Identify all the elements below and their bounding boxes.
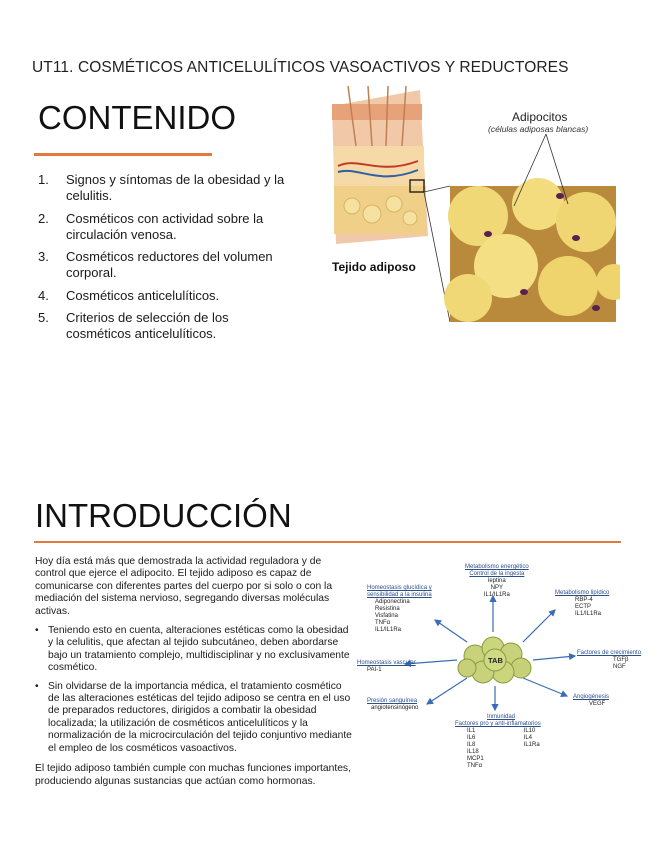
adipocytes-closeup [444, 178, 620, 322]
angiogenesis-label: Angiogénesis VEGF [573, 694, 610, 707]
document-title: UT11. COSMÉTICOS ANTICELULÍTICOS VASOACTIVOS Y REDUCTORES [32, 59, 569, 76]
intro-bullet-list [35, 625, 353, 755]
contents-heading: CONTENIDO [38, 99, 236, 136]
adipocytes-sublabel: (células adiposas blancas) [488, 124, 589, 134]
adipose-tissue-illustration [328, 86, 620, 330]
contents-divider [34, 153, 212, 156]
tab-center-label: TAB [488, 656, 503, 665]
vascular-homeostasis-label: Homeostasis vascular PAI-1 [357, 660, 416, 673]
growth-factors-label: Factores de crecimiento TGFβ NGF [577, 650, 642, 670]
list-item: 5. Criterios de selección de los cosméticos anticelulíticos. [38, 310, 229, 341]
lipid-metabolism-label: Metabolismo lipídico RBP-4 ECTP IL1/IL1Ra [555, 590, 610, 617]
tab-functions-diagram [355, 556, 642, 788]
introduction-divider [34, 541, 621, 543]
adipose-tissue-label: Tejido adiposo [332, 260, 416, 274]
introduction-body [35, 556, 353, 795]
adipose-tissue-svg [328, 86, 620, 330]
list-item: • Teniendo esto en cuenta, alteraciones estéticas como la obesidad y la celulitis, que afectan al tejido subcutáneo, deben abordarse bajo un tratamiento complejo, multidisciplinar y no exclusivamente cosmético. [35, 625, 350, 674]
metabolism-energy-label: Metabolismo energético Control de la ingesta leptina NPY IL1/IL1Ra [465, 564, 529, 598]
blood-pressure-label: Presión sanguínea angiotensinógeno [367, 698, 419, 711]
immunity-label: Inmunidad Factores pro y anti-inflamatorios IL1 IL6 IL8 IL18 MCP1 TNFα IL10 IL4 IL1Ra [455, 714, 541, 769]
contents-list [38, 172, 293, 349]
introduction-heading: INTRODUCCIÓN [35, 497, 292, 534]
intro-paragraph-1: Hoy día está más que demostrada la actividad reguladora y de control que ejerce el adipocito. El tejido adiposo es capaz de comunicarse con diferentes partes del cuerpo por si solo o con la mediación del sistema nervioso, segregando diversas moléculas activas. [35, 556, 333, 617]
skin-cross-section [332, 86, 428, 244]
glucose-homeostasis-label: Homeostasis glucídica y sensibilidad a la insulina Adiponectina Resistina Visfatina TNFα IL1/IL1Ra [367, 585, 432, 633]
list-item: 4. Cosméticos anticelulíticos. [38, 287, 220, 303]
list-item: • Sin olvidarse de la importancia médica, el tratamiento cosmético de las alteraciones estéticas del tejido adiposo se centra en el uso de preparados reductores, dirigidos a combatir la obesidad localizada; la utilización de cosméticos anticelulíticos y la normalización de la microcirculación del tejido conjuntivo mediante el empleo de los cosméticos vasoactivos. [35, 680, 352, 754]
list-item: 2. Cosméticos con actividad sobre la circulación venosa. [38, 210, 264, 242]
list-item: 3. Cosméticos reductores del volumen corporal. [38, 249, 273, 280]
list-item: 1. Signos y síntomas de la obesidad y la celulitis. [38, 172, 285, 203]
intro-paragraph-2: El tejido adiposo también cumple con muchas funciones importantes, produciendo algunas sustancias que actúan como hormonas. [35, 763, 351, 787]
adipocytes-label: Adipocitos [512, 110, 568, 124]
